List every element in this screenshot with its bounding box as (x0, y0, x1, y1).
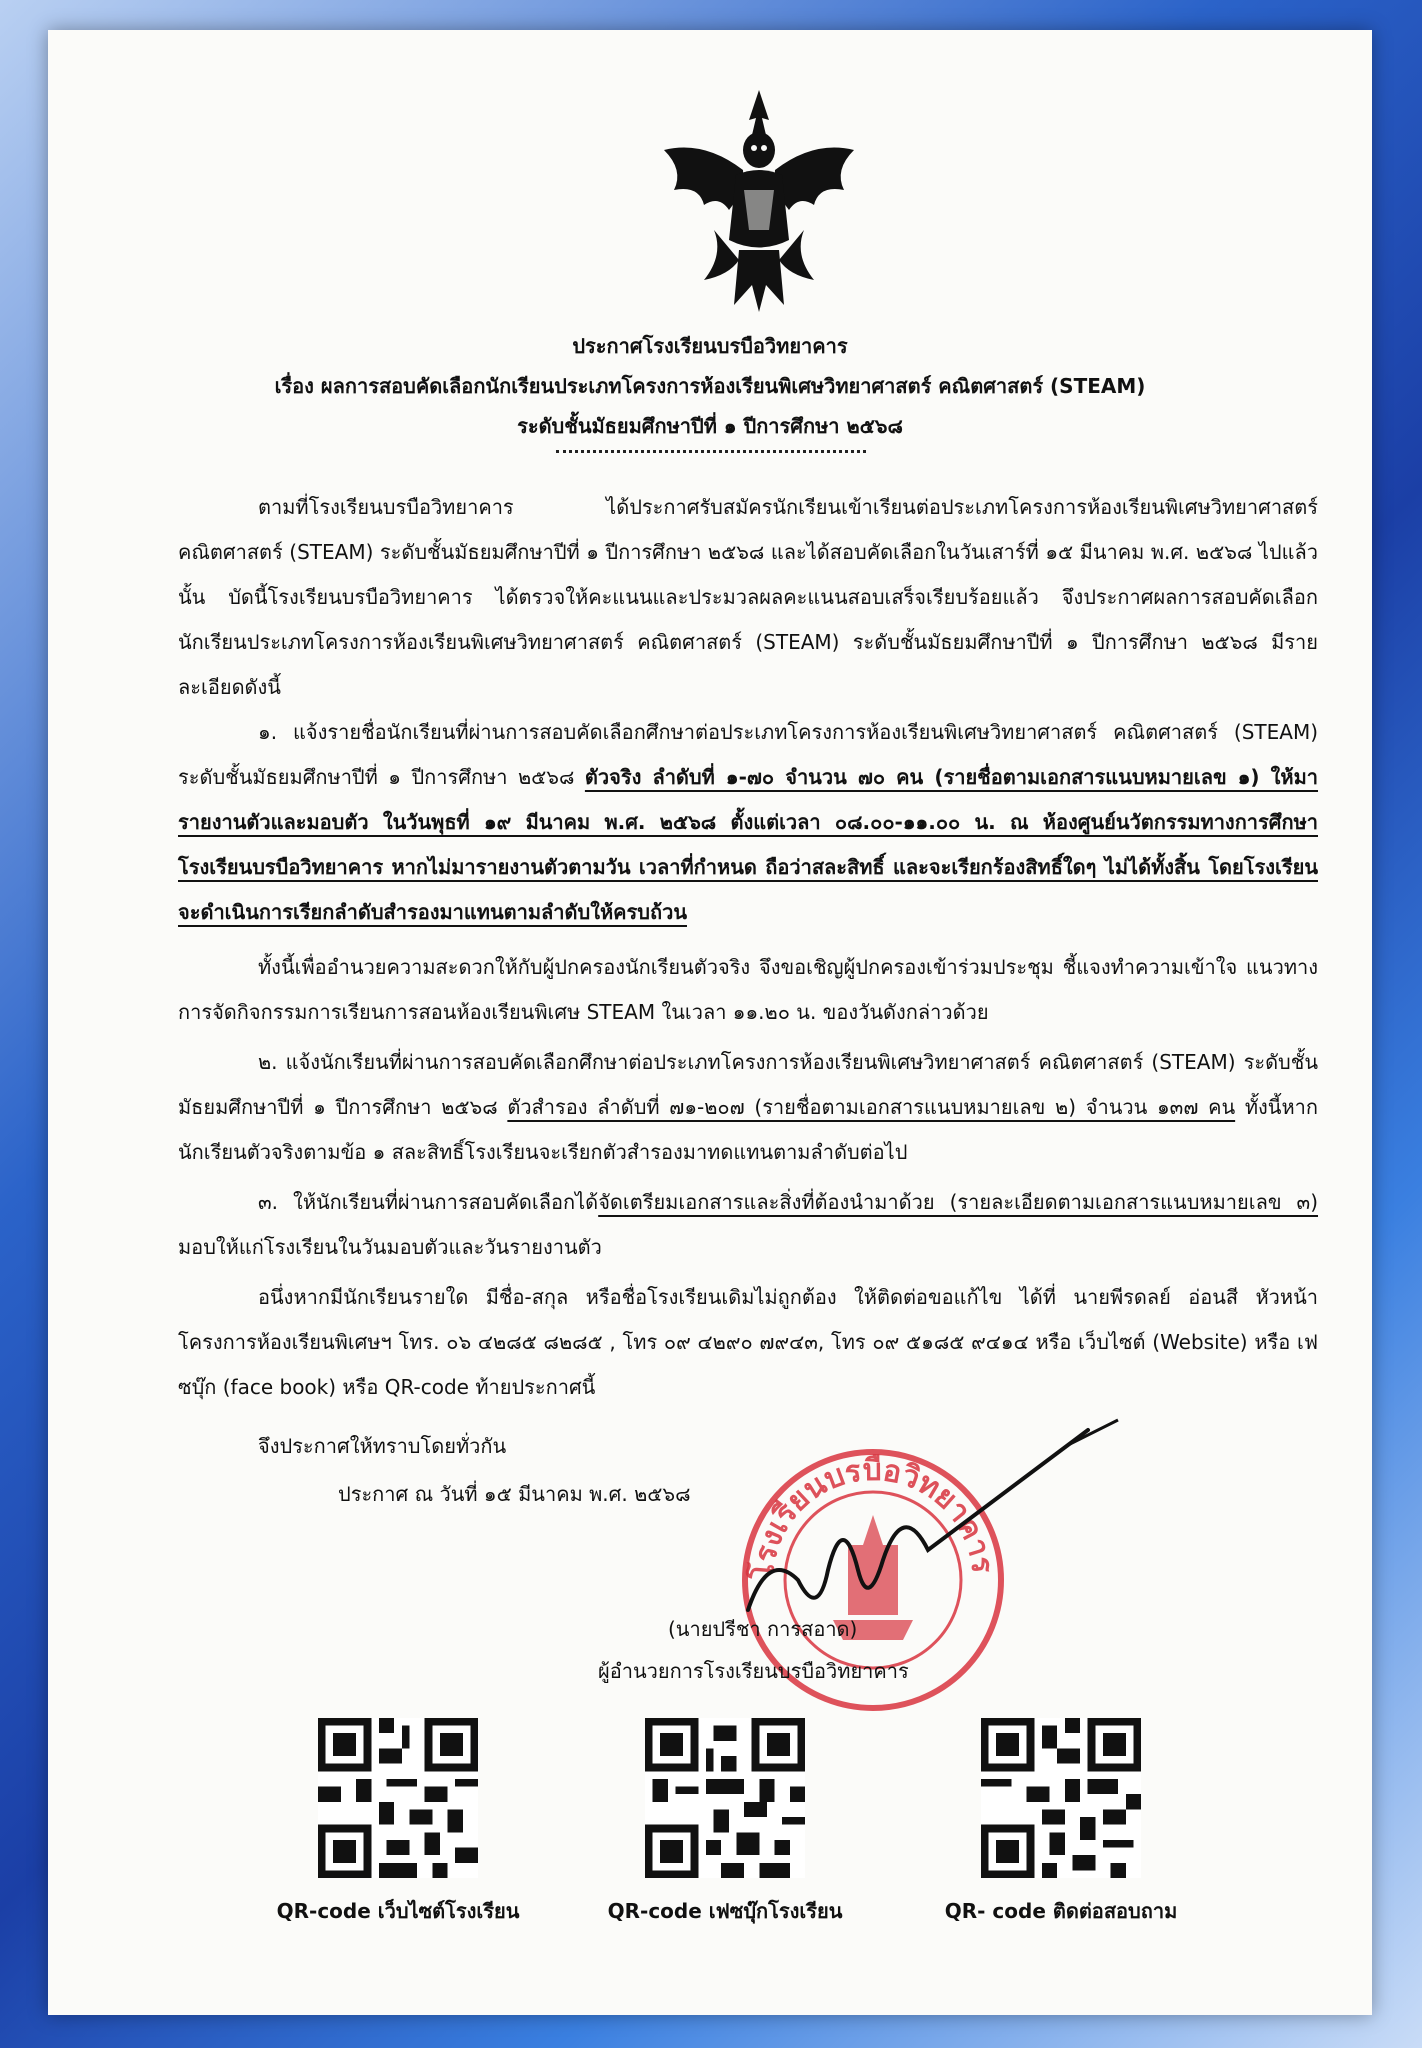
item-3-tail: มอบให้แก่โรงเรียนในวันมอบตัวและวันรายงานตัว (178, 1235, 602, 1259)
qr-label-contact: QR- code ติดต่อสอบถาม (944, 1899, 1178, 1923)
qr-code-website-icon (318, 1718, 478, 1878)
item-1-paragraph (178, 710, 1318, 935)
item-2-tail: ทั้งนี้หากนักเรียนตัวจริงตามข้อ ๑ สละสิทธิ์โรงเรียนจะเรียกตัวสำรองมาทดแทนตามลำดับต่อไป (178, 1095, 1318, 1164)
qr-label-website: QR-code เว็บไซต์โรงเรียน (276, 1899, 520, 1923)
item-2-text: ๒. แจ้งนักเรียนที่ผ่านการสอบคัดเลือกศึกษาต่อประเภทโครงการห้องเรียนพิเศษวิทยาศาสตร์ คณิตศาสตร์ (STEAM) ระดับชั้นมัธยมศึกษาปีที่ ๑ ปีการศึกษา ๒๕๖๘ (178, 1050, 1318, 1119)
stamp-text: โรงเรียนบรบือวิทยาคาร (745, 1452, 1000, 1581)
item-2-highlight: ตัวสำรอง ลำดับที่ ๗๑-๒๐๗ (รายชื่อตามเอกสารแนบหมายเลข ๒) จำนวน ๑๓๗ คน (507, 1095, 1236, 1119)
garuda-emblem-icon (644, 80, 874, 320)
announce-date: ประกาศ ณ วันที่ ๑๕ มีนาคม พ.ศ. ๒๕๖๘ (338, 1482, 691, 1506)
item-3-paragraph (178, 1180, 1318, 1270)
qr-code-facebook-icon (645, 1718, 805, 1878)
announcement-level: ระดับชั้นมัธยมศึกษาปีที่ ๑ ปีการศึกษา ๒๕๖๘ (517, 414, 903, 438)
announcement-heading: ประกาศโรงเรียนบรบือวิทยาคาร (572, 334, 848, 358)
qr-code-contact-icon (981, 1718, 1141, 1878)
signer-title: ผู้อำนวยการโรงเรียนบรบือวิทยาคาร (598, 1659, 909, 1683)
dotted-divider (556, 450, 866, 453)
announcement-subject: เรื่อง ผลการสอบคัดเลือกนักเรียนประเภทโครงการห้องเรียนพิเศษวิทยาศาสตร์ คณิตศาสตร์ (STEAM) (274, 374, 1146, 398)
item-1-highlight: ตัวจริง ลำดับที่ ๑-๗๐ จำนวน ๗๐ คน (รายชื่อตามเอกสารแนบหมายเลข ๑) ให้มารายงานตัวและมอบตัว ในวันพุธที่ ๑๙ มีนาคม พ.ศ. ๒๕๖๘ ตั้งแต่เวลา ๐๘.๐๐-๑๑.๐๐ น. ณ ห้องศูนย์นวัตกรรมทางการศึกษา โรงเรียนบรบือวิทยาคาร หากไม่มารายงานตัวตามวัน เวลาที่กำหนด ถือว่าสละสิทธิ์ และจะเรียกร้องสิทธิ์ใดๆ ไม่ได้ทั้งสิ้น โดยโรงเรียนจะดำเนินการเรียกลำดับสำรองมาแทนตามลำดับให้ครบถ้วน (178, 765, 1319, 924)
contact-paragraph: อนึ่งหากมีนักเรียนรายใด มีชื่อ-สกุล หรือชื่อโรงเรียนเดิมไม่ถูกต้อง ให้ติดต่อขอแก้ไข ได้ที่ นายพีรดลย์ อ่อนสี หัวหน้าโครงการห้องเรียนพิเศษฯ โทร. ๐๖ ๔๒๘๕ ๘๒๘๕ , โทร ๐๙ ๔๒๙๐ ๗๙๔๓, โทร ๐๙ ๕๑๘๕ ๙๔๑๔ หรือ เว็บไซต์ (Website) หรือ เฟซบุ๊ก (face book) หรือ QR-code ท้ายประกาศนี้ (178, 1285, 1318, 1399)
item-3-highlight: จัดเตรียมเอกสารและสิ่งที่ต้องนำมาด้วย (รายละเอียดตามเอกสารแนบหมายเลข ๓) (598, 1190, 1319, 1214)
qr-label-facebook: QR-code เฟซบุ๊กโรงเรียน (607, 1899, 843, 1923)
item-1-note: ทั้งนี้เพื่ออำนวยความสะดวกให้กับผู้ปกครองนักเรียนตัวจริง จึงขอเชิญผู้ปกครองเข้าร่วมประชุม ชี้แจงทำความเข้าใจ แนวทางการจัดกิจกรรมการเรียนการสอนห้องเรียนพิเศษ STEAM ในเวลา ๑๑.๒๐ น. ของวันดังกล่าวด้วย (178, 955, 1318, 1024)
item-2-paragraph (178, 1040, 1318, 1175)
announce-line: จึงประกาศให้ทราบโดยทั่วกัน (258, 1434, 507, 1458)
signer-name: (นายปรีชา การสอาด) (668, 1617, 858, 1641)
item-3-text: ๓. ให้นักเรียนที่ผ่านการสอบคัดเลือกได้ (258, 1190, 599, 1214)
document-page (48, 30, 1372, 2015)
item-1-text: ๑. แจ้งรายชื่อนักเรียนที่ผ่านการสอบคัดเลือกศึกษาต่อประเภทโครงการห้องเรียนพิเศษวิทยาศาสตร์ คณิตศาสตร์ (STEAM) ระดับชั้นมัธยมศึกษาปีที่ ๑ ปีการศึกษา ๒๕๖๘ (178, 720, 1318, 789)
intro-paragraph: ตามที่โรงเรียนบรบือวิทยาคาร ได้ประกาศรับสมัครนักเรียนเข้าเรียนต่อประเภทโครงการห้องเรียนพิเศษวิทยาศาสตร์ คณิตศาสตร์ (STEAM) ระดับชั้นมัธยมศึกษาปีที่ ๑ ปีการศึกษา ๒๕๖๘ และได้สอบคัดเลือกในวันเสาร์ที่ ๑๕ มีนาคม พ.ศ. ๒๕๖๘ ไปแล้วนั้น บัดนี้โรงเรียนบรบือวิทยาคาร ได้ตรวจให้คะแนนและประมวลผลคะแนนสอบเสร็จเรียบร้อยแล้ว จึงประกาศผลการสอบคัดเลือกนักเรียนประเภทโครงการห้องเรียนพิเศษวิทยาศาสตร์ คณิตศาสตร์ (STEAM) ระดับชั้นมัธยมศึกษาปีที่ ๑ ปีการศึกษา ๒๕๖๘ มีรายละเอียดดังนี้ (178, 495, 1318, 699)
